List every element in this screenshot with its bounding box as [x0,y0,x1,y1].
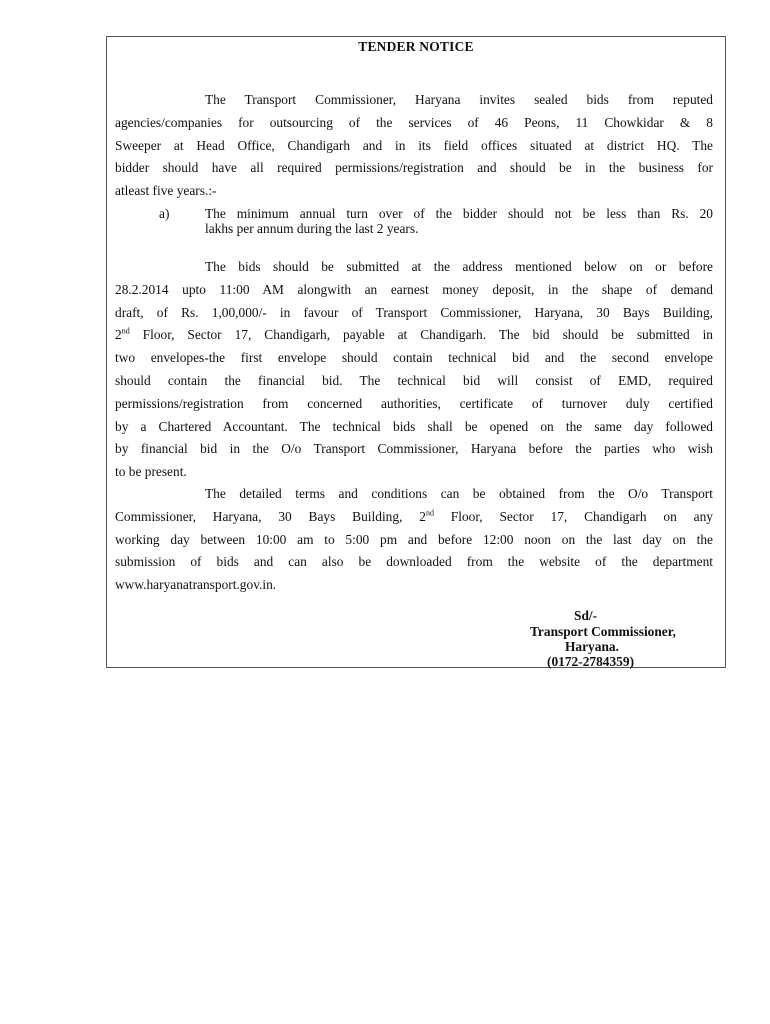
submission-paragraph [115,256,713,484]
paragraph-line: www.haryanatransport.gov.in. [115,577,277,593]
paragraph-line: 28.2.2014 upto 11:00 AM alongwith an earnest money deposit, in the shape of demand [115,281,713,297]
terms-paragraph [115,483,713,597]
paragraph-line: Sweeper at Head Office, Chandigarh and in its field offices situated at district HQ. The [115,137,713,153]
signature-phone: (0172-2784359) [547,654,635,669]
paragraph-line: The Transport Commissioner, Haryana invites sealed bids from reputed [205,92,713,107]
paragraph-line: permissions/registration from concerned authorities, certificate of turnover duly certified [115,395,713,411]
notice-title: TENDER NOTICE [358,39,474,54]
paragraph-line: bidder should have all required permissions/registration and should be in the business for [115,160,713,176]
signature-state: Haryana. [565,639,619,654]
list-item-line: lakhs per annum during the last 2 years. [205,221,419,236]
paragraph-line: The bids should be submitted at the address mentioned below on or before [205,259,713,274]
paragraph-line: The detailed terms and conditions can be obtained from the O/o Transport [205,486,713,501]
intro-paragraph [115,89,713,203]
tender-notice-box [106,36,726,668]
list-item-text [205,206,713,236]
paragraph-line: two envelopes-the first envelope should contain technical bid and the second envelope [115,350,713,366]
paragraph-line: atleast five years.:- [115,183,217,199]
list-item-line: The minimum annual turn over of the bidder should not be less than Rs. 20 [205,206,713,221]
paragraph-line: should contain the financial bid. The technical bid will consist of EMD, required [115,372,713,388]
paragraph-line: by a Chartered Accountant. The technical bids shall be opened on the same day followed [115,418,713,434]
paragraph-line: to be present. [115,464,187,480]
signature-designation: Transport Commissioner, [530,624,676,639]
paragraph-line: submission of bids and can also be downloaded from the website of the department [115,554,713,570]
paragraph-line: 2nd Floor, Sector 17, Chandigarh, payable at Chandigarh. The bid should be submitted in [115,326,713,343]
paragraph-line: agencies/companies for outsourcing of the services of 46 Peons, 11 Chowkidar & 8 [115,114,713,130]
paragraph-line: working day between 10:00 am to 5:00 pm and before 12:00 noon on the last day on the [115,531,713,547]
list-marker: a) [159,206,170,221]
paragraph-line: Commissioner, Haryana, 30 Bays Building, 2nd Floor, Sector 17, Chandigarh on any [115,508,714,524]
paragraph-line: draft, of Rs. 1,00,000/- in favour of Transport Commissioner, Haryana, 30 Bays Building, [115,304,713,320]
paragraph-line: by financial bid in the O/o Transport Commissioner, Haryana before the parties who wish [115,441,713,457]
signature-sd: Sd/- [574,608,598,623]
